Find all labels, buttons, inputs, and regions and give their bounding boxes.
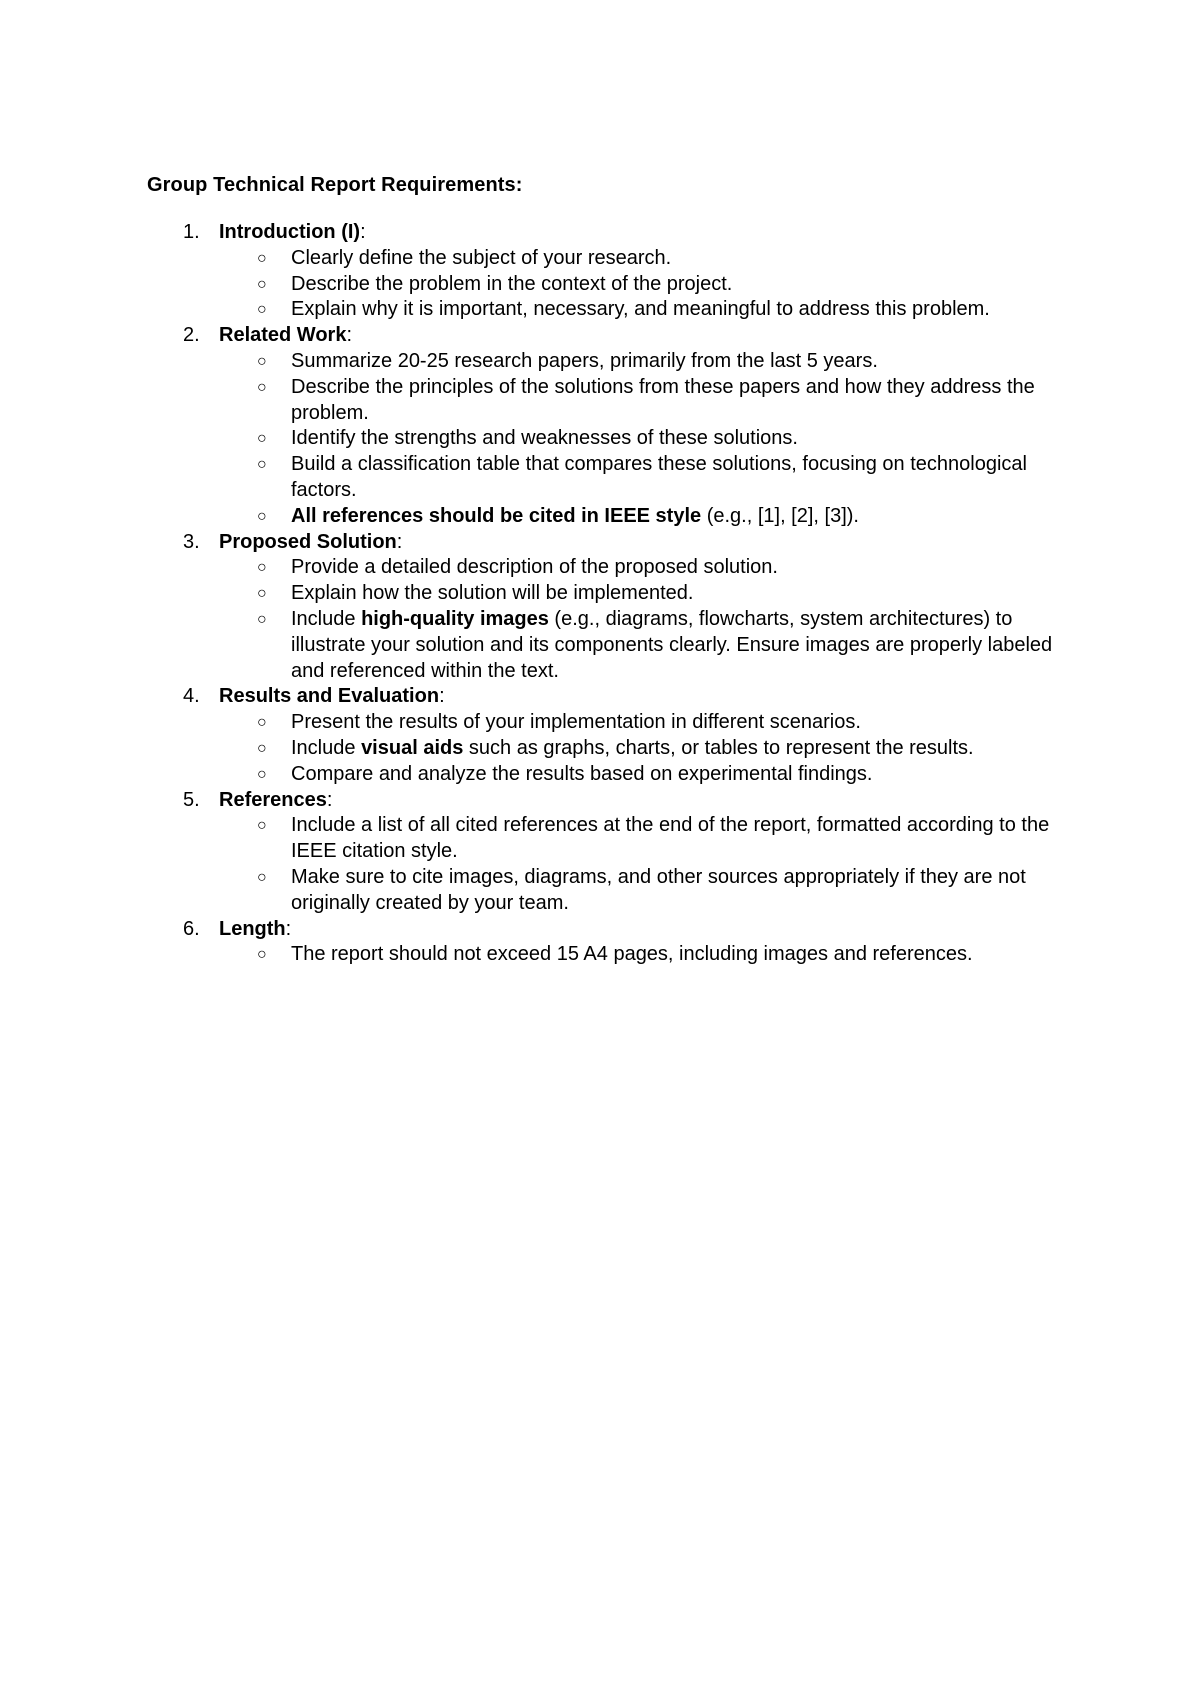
circle-bullet-icon: ○ xyxy=(257,610,267,628)
list-item xyxy=(0,246,1061,272)
section-suffix: : xyxy=(326,788,333,811)
circle-bullet-icon: ○ xyxy=(257,817,267,835)
circle-bullet-icon: ○ xyxy=(257,249,267,267)
section-header xyxy=(0,917,1200,943)
section-items xyxy=(0,555,1200,684)
list-item xyxy=(0,272,1061,298)
section-items xyxy=(0,942,1200,968)
section-suffix: : xyxy=(439,685,445,708)
circle-bullet-icon: ○ xyxy=(257,714,267,732)
section-number: 3. xyxy=(183,530,200,553)
section-heading: References xyxy=(219,788,327,811)
section-header xyxy=(0,530,1200,556)
item-text: Summarize 20-25 research papers, primarily from the last 5 years. xyxy=(291,349,878,372)
section-suffix: : xyxy=(285,917,292,940)
list-item xyxy=(0,581,1061,607)
section-items xyxy=(0,349,1200,530)
item-text: Present the results of your implementation in different scenarios. xyxy=(291,711,861,734)
list-item xyxy=(0,504,1061,530)
list-item xyxy=(0,555,1061,581)
list-item xyxy=(0,607,1061,684)
circle-bullet-icon: ○ xyxy=(257,301,267,319)
circle-bullet-icon: ○ xyxy=(257,378,267,396)
section-number: 2. xyxy=(183,324,200,347)
requirement-section xyxy=(0,788,1200,917)
section-title xyxy=(219,220,366,246)
section-title xyxy=(219,917,291,943)
section-title xyxy=(219,684,445,710)
requirement-section xyxy=(0,323,1200,529)
item-text: Make sure to cite images, diagrams, and other sources appropriately if they are not originally created by your team. xyxy=(291,865,1026,914)
section-header xyxy=(0,684,1200,710)
circle-bullet-icon: ○ xyxy=(257,585,267,603)
item-text: Compare and analyze the results based on experimental findings. xyxy=(291,762,873,785)
section-heading: Length xyxy=(219,917,286,940)
circle-bullet-icon: ○ xyxy=(257,868,267,886)
section-heading: Related Work xyxy=(219,324,347,347)
list-item xyxy=(0,736,1061,762)
item-text: Include high-quality images (e.g., diagrams, flowcharts, system architectures) to illustrate your solution and its components clearly. Ensure images are properly labeled and referenced within the text. xyxy=(291,607,1053,682)
document-title: Group Technical Report Requirements: xyxy=(147,174,523,196)
circle-bullet-icon: ○ xyxy=(257,275,267,293)
section-title xyxy=(219,530,402,556)
circle-bullet-icon: ○ xyxy=(257,739,267,757)
requirement-section xyxy=(0,530,1200,685)
section-number: 5. xyxy=(183,788,200,811)
section-number: 1. xyxy=(183,221,200,243)
list-item xyxy=(0,762,1061,788)
circle-bullet-icon: ○ xyxy=(257,507,267,525)
section-header xyxy=(0,788,1200,814)
list-item xyxy=(0,942,1061,968)
requirement-section xyxy=(0,684,1200,787)
section-title xyxy=(219,788,332,814)
section-items xyxy=(0,710,1200,787)
item-text: Build a classification table that compares these solutions, focusing on technological factors. xyxy=(291,453,1027,501)
list-item xyxy=(0,813,1061,865)
item-text: Include visual aids such as graphs, charts, or tables to represent the results. xyxy=(291,736,974,759)
item-text: Describe the problem in the context of the project. xyxy=(291,272,733,295)
circle-bullet-icon: ○ xyxy=(257,456,267,474)
list-item xyxy=(0,452,1061,504)
section-number: 6. xyxy=(183,917,200,940)
section-title xyxy=(219,323,352,349)
item-text: Include a list of all cited references at the end of the report, formatted according to the IEEE citation style. xyxy=(291,814,1050,863)
section-header xyxy=(0,220,1200,246)
section-number: 4. xyxy=(183,685,200,708)
item-text: Identify the strengths and weaknesses of these solutions. xyxy=(291,427,798,450)
section-header xyxy=(0,323,1200,349)
item-text: Provide a detailed description of the proposed solution. xyxy=(291,556,778,579)
item-text: Clearly define the subject of your research. xyxy=(291,246,672,269)
requirement-section xyxy=(0,917,1200,969)
circle-bullet-icon: ○ xyxy=(257,946,267,964)
section-items xyxy=(0,246,1200,323)
list-item xyxy=(0,297,1061,323)
requirement-section xyxy=(0,220,1200,323)
section-heading: Results and Evaluation xyxy=(219,685,440,708)
section-items xyxy=(0,813,1200,916)
circle-bullet-icon: ○ xyxy=(257,352,267,370)
list-item xyxy=(0,710,1061,736)
list-item xyxy=(0,865,1061,917)
circle-bullet-icon: ○ xyxy=(257,559,267,577)
item-text: Describe the principles of the solutions from these papers and how they address the problem. xyxy=(291,375,1035,424)
circle-bullet-icon: ○ xyxy=(257,430,267,448)
list-item xyxy=(0,349,1061,375)
item-text: Explain how the solution will be implemented. xyxy=(291,582,694,605)
item-text: All references should be cited in IEEE style (e.g., [1], [2], [3]). xyxy=(291,504,859,527)
section-heading: Introduction (I) xyxy=(219,221,361,243)
item-text: The report should not exceed 15 A4 pages, including images and references. xyxy=(291,943,973,966)
section-suffix: : xyxy=(360,221,366,243)
circle-bullet-icon: ○ xyxy=(257,765,267,783)
section-suffix: : xyxy=(396,530,403,553)
item-text: Explain why it is important, necessary, and meaningful to address this problem. xyxy=(291,298,990,321)
list-item xyxy=(0,426,1061,452)
requirements-list xyxy=(0,220,1200,968)
list-item xyxy=(0,375,1061,427)
section-heading: Proposed Solution xyxy=(219,530,397,553)
section-suffix: : xyxy=(346,324,353,347)
